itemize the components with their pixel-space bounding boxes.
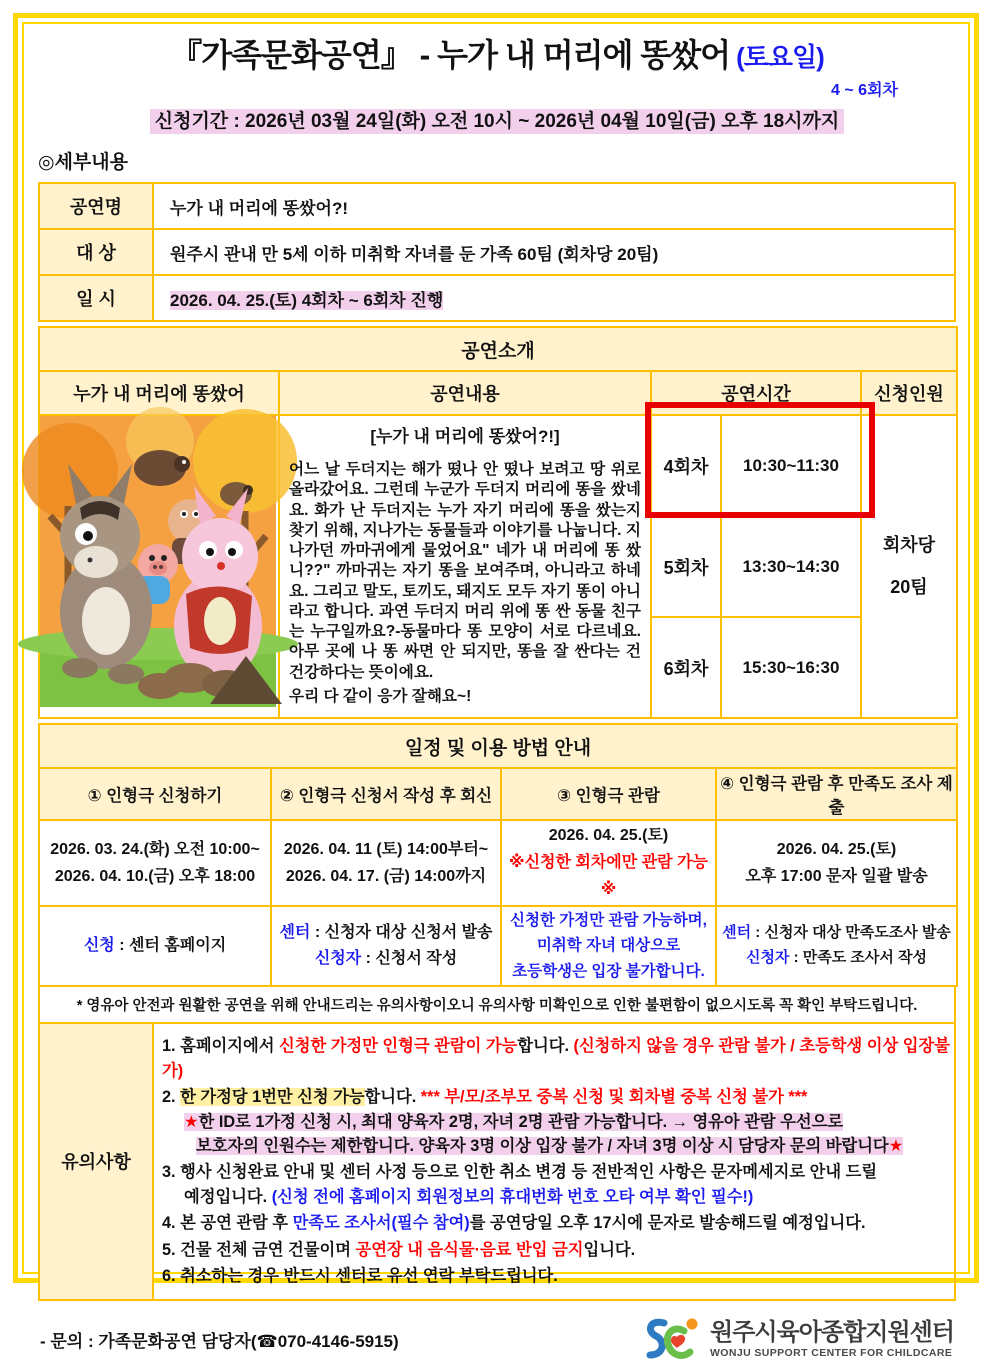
schedule-section-title: 일정 및 이용 방법 안내 — [39, 724, 957, 768]
step-dates — [39, 820, 271, 906]
method-line: 미취학 자녀 대상으로 — [536, 937, 681, 955]
step-date-line: 2026. 04. 17. (금) 14:00까지 — [285, 867, 487, 885]
method-line — [273, 946, 499, 972]
method-text: : 신청자 대상 만족도조사 발송 — [751, 924, 951, 942]
star-icon: ★ — [184, 1112, 199, 1131]
session-time: 15:30~16:30 — [721, 617, 861, 718]
notice-table — [38, 1022, 956, 1300]
method-actor: 센터 — [279, 923, 311, 941]
page-title-main: 『가족문화공연』 - 누가 내 머리에 똥쌌어 — [170, 37, 731, 73]
method-text: : 센터 홈페이지 — [114, 936, 227, 954]
intro-section-title: 공연소개 — [39, 327, 957, 371]
method-actor: 센터 — [722, 924, 752, 942]
apply-period-line — [38, 106, 956, 133]
details-row-value: 누가 내 머리에 똥쌌어?! — [153, 183, 955, 229]
notice-text: 2. — [162, 1088, 181, 1107]
org-name-block — [710, 1320, 954, 1358]
intro-header-row — [39, 371, 957, 415]
schedule-table — [38, 723, 958, 987]
notice-text-blue: (신청 전에 홈페이지 회원정보의 휴대번화 번호 오타 여부 확인 필수!) — [271, 1187, 754, 1206]
method-text: : 신청서 작성 — [361, 949, 458, 967]
notice-item-6 — [162, 1264, 950, 1288]
notice-subline — [162, 1134, 950, 1158]
notice-text: 를 공연당일 오후 17시에 문자로 발송해드릴 예정입니다. — [469, 1214, 866, 1233]
method-actor: 신청자 — [314, 949, 362, 967]
notice-text: 합니다. — [364, 1088, 421, 1107]
footer — [38, 1315, 956, 1365]
notice-item-4 — [162, 1211, 950, 1235]
step-dates — [271, 820, 501, 906]
session-row — [39, 415, 957, 516]
step-dates — [501, 820, 716, 906]
method-actor: 신청 — [83, 936, 115, 954]
column-header-time: 공연시간 — [651, 371, 861, 415]
capacity-cell — [861, 415, 957, 718]
capacity-line: 20팀 — [890, 576, 928, 597]
contact-info: - 문의 : 가족문화공연 담당자(☎070-4146-5915) — [40, 1332, 399, 1352]
details-row-value — [153, 275, 955, 321]
session-round: 4회차 — [651, 415, 721, 516]
session-time: 10:30~11:30 — [721, 415, 861, 516]
table-row — [39, 183, 955, 229]
org-name-english: WONJU SUPPORT CENTER FOR CHILDCARE — [709, 1346, 953, 1359]
session-round: 6회차 — [651, 617, 721, 718]
step-header: ③ 인형극 관람 — [501, 768, 716, 820]
performance-intro-section — [38, 326, 956, 719]
session-time: 13:30~14:30 — [721, 516, 861, 617]
notice-text-blue: 만족도 조사서(필수 참여) — [292, 1214, 470, 1233]
notice-text-highlight: 보호자의 인원수는 제한합니다. 양육자 3명 이상 입장 불가 / 자녀 3명 이상 시 담당자 문의 바랍니다 — [196, 1137, 889, 1155]
details-row-label: 공연명 — [39, 183, 153, 229]
step-header: ① 인형극 신청하기 — [39, 768, 271, 820]
notice-text: 예정입니다. — [184, 1187, 272, 1206]
method-actor: 신청자 — [745, 948, 790, 966]
notice-text: 1. 홈페이지에서 — [162, 1037, 279, 1056]
step-header: ② 인형극 신청서 작성 후 회신 — [271, 768, 501, 820]
details-row-label: 대 상 — [39, 229, 153, 275]
notice-text-red: *** 부/모/조부모 중복 신청 및 회차별 중복 신청 불가 *** — [420, 1088, 808, 1107]
notice-text: 3. 행사 신청완료 안내 및 센터 사정 등으로 인한 취소 변경 등 전반적인 사항은 문자메세지로 안내 드릴 — [162, 1163, 878, 1182]
notice-text: 5. 건물 전체 금연 건물이며 — [162, 1240, 356, 1259]
details-row-label: 일 시 — [39, 275, 153, 321]
step-method — [271, 906, 501, 987]
notice-label: 유의사항 — [39, 1023, 153, 1299]
notice-item-2 — [162, 1085, 950, 1158]
details-section-label: ◎세부내용 — [38, 152, 128, 173]
method-text: : 신청자 대상 신청서 발송 — [310, 923, 493, 941]
performance-intro-table — [38, 326, 958, 719]
notice-text-highlight: 한 가정당 1번만 신청 가능 — [180, 1088, 365, 1107]
notice-text: 4. 본 공연 관람 후 — [162, 1214, 293, 1233]
step-date-line: 2026. 04. 11 (토) 14:00부터~ — [283, 840, 489, 858]
notice-text-red: 신청한 가정만 인형극 관람이 가능 — [279, 1037, 518, 1056]
notice-text: 입니다. — [583, 1240, 636, 1259]
notice-text: 6. 취소하는 경우 반드시 센터로 유선 연락 부탁드립니다. — [162, 1267, 558, 1286]
notice-text-highlight: 한 ID로 1가정 신청 시, 최대 양육자 2명, 자녀 2명 관람 가능합니다. → 영유아 관람 우선으로 — [198, 1112, 844, 1131]
step-date-line: 오후 17:00 문자 일괄 발송 — [745, 867, 928, 885]
story-cell — [279, 415, 651, 718]
notice-text-red: 공연장 내 음식물·음료 반입 금지 — [355, 1240, 584, 1259]
org-name-korean: 원주시육아종합지원센터 — [709, 1319, 954, 1347]
capacity-line: 회차당 — [882, 535, 936, 556]
story-body: 어느 날 두더지는 해가 떴나 안 떴나 보려고 땅 위로 올라갔어요. 그런데 누군가 두더지 머리에 똥을 쌌네요. 화가 난 두더지는 누가 자기 머리에 똥을 쌌는지 찾기 위해, 지나가는 동물들과 이야기를 나눕니다. 지나가던 까마귀에게 물었어요" 네가 내 머리에 똥 쌌니??" 까마귀는 자기 똥을 보여주며, 아니라고 하네요. 그리고 말도, 토끼도, 돼지도 모두 자기 똥이 아니라고 합니다. 과연 두더지 머리 위에 똥 싼 동물 친구는 누구일까요?-동물마다 똥 모양이 서로 다르네요. 아무 곳에 나 똥 싸면 안 되지만, 똥을 잘 싼다는 건 건강하다는 뜻이에요. — [289, 461, 641, 681]
notice-text-red: (신청하지 않을 경우 관람 불가 / 초등학생 이상 입장불가) — [162, 1037, 950, 1080]
column-header-show: 누가 내 머리에 똥쌌어 — [39, 371, 279, 415]
method-line: 신청한 가정만 관람 가능하며, — [510, 911, 707, 929]
step-date-line: 2026. 04. 10.(금) 오후 18:00 — [54, 867, 256, 885]
story-title: [누가 내 머리에 똥쌌어?!] — [370, 427, 560, 446]
method-line — [718, 921, 955, 946]
step-method — [501, 906, 716, 987]
date-highlight: 2026. 04. 25.(토) 4회차 ~ 6회차 진행 — [170, 290, 444, 310]
method-line — [41, 933, 269, 959]
notice-subline — [162, 1110, 950, 1134]
notice-item-1 — [162, 1034, 950, 1083]
step-dates — [716, 820, 957, 906]
page-title — [38, 30, 956, 76]
story-tail: 우리 다 같이 응가 잘해요~! — [289, 687, 472, 705]
notice-item-3 — [162, 1160, 950, 1209]
session-round: 5회차 — [651, 516, 721, 617]
step-method — [39, 906, 271, 987]
method-line: 초등학생은 입장 불가합니다. — [512, 962, 705, 980]
method-text: : 만족도 조사서 작성 — [789, 948, 928, 966]
table-row — [39, 229, 955, 275]
caution-banner: * 영유아 안전과 원활한 공연을 위해 안내드리는 유의사항이오니 유의사항 미확인으로 인한 불편함이 없으시도록 꼭 확인 부탁드립니다. — [38, 985, 956, 1024]
details-row-value: 원주시 관내 만 5세 이하 미취학 자녀를 둔 가족 60팀 (회차당 20팀) — [153, 229, 955, 275]
schedule-date-row — [39, 820, 957, 906]
page-title-rounds: 4 ~ 6회차 — [831, 82, 898, 99]
show-photo-cell — [39, 415, 279, 718]
star-icon: ★ — [888, 1137, 904, 1155]
notice-subline — [162, 1185, 950, 1209]
table-row — [39, 275, 955, 321]
step-header: ④ 인형극 관람 후 만족도 조사 제출 — [716, 768, 957, 820]
org-logo-icon — [644, 1315, 702, 1365]
schedule-method-row — [39, 906, 957, 987]
page-title-day: (토요일) — [736, 42, 824, 72]
notice-item-5 — [162, 1238, 950, 1262]
column-header-capacity: 신청인원 — [861, 371, 957, 415]
method-line — [273, 920, 499, 946]
apply-period-text: 신청기간 : 2026년 03월 24일(화) 오전 10시 ~ 2026년 04월 10일(금) 오후 18시까지 — [150, 109, 845, 134]
step-method — [716, 906, 957, 987]
notice-text: 합니다. — [517, 1037, 574, 1056]
mascot-photo — [40, 416, 276, 707]
step-date-line: 2026. 04. 25.(토) — [776, 840, 897, 858]
step-date-warning: ※신청한 회차에만 관람 가능※ — [509, 854, 708, 899]
step-date-line: 2026. 03. 24.(화) 오전 10:00~ — [50, 840, 260, 858]
step-date-line: 2026. 04. 25.(토) — [548, 827, 669, 844]
notice-body — [153, 1023, 955, 1299]
column-header-content: 공연내용 — [279, 371, 651, 415]
method-line — [718, 946, 955, 971]
document-content — [38, 28, 956, 1365]
details-table — [38, 182, 956, 322]
org-logo — [644, 1315, 954, 1365]
schedule-header-row — [39, 768, 957, 820]
